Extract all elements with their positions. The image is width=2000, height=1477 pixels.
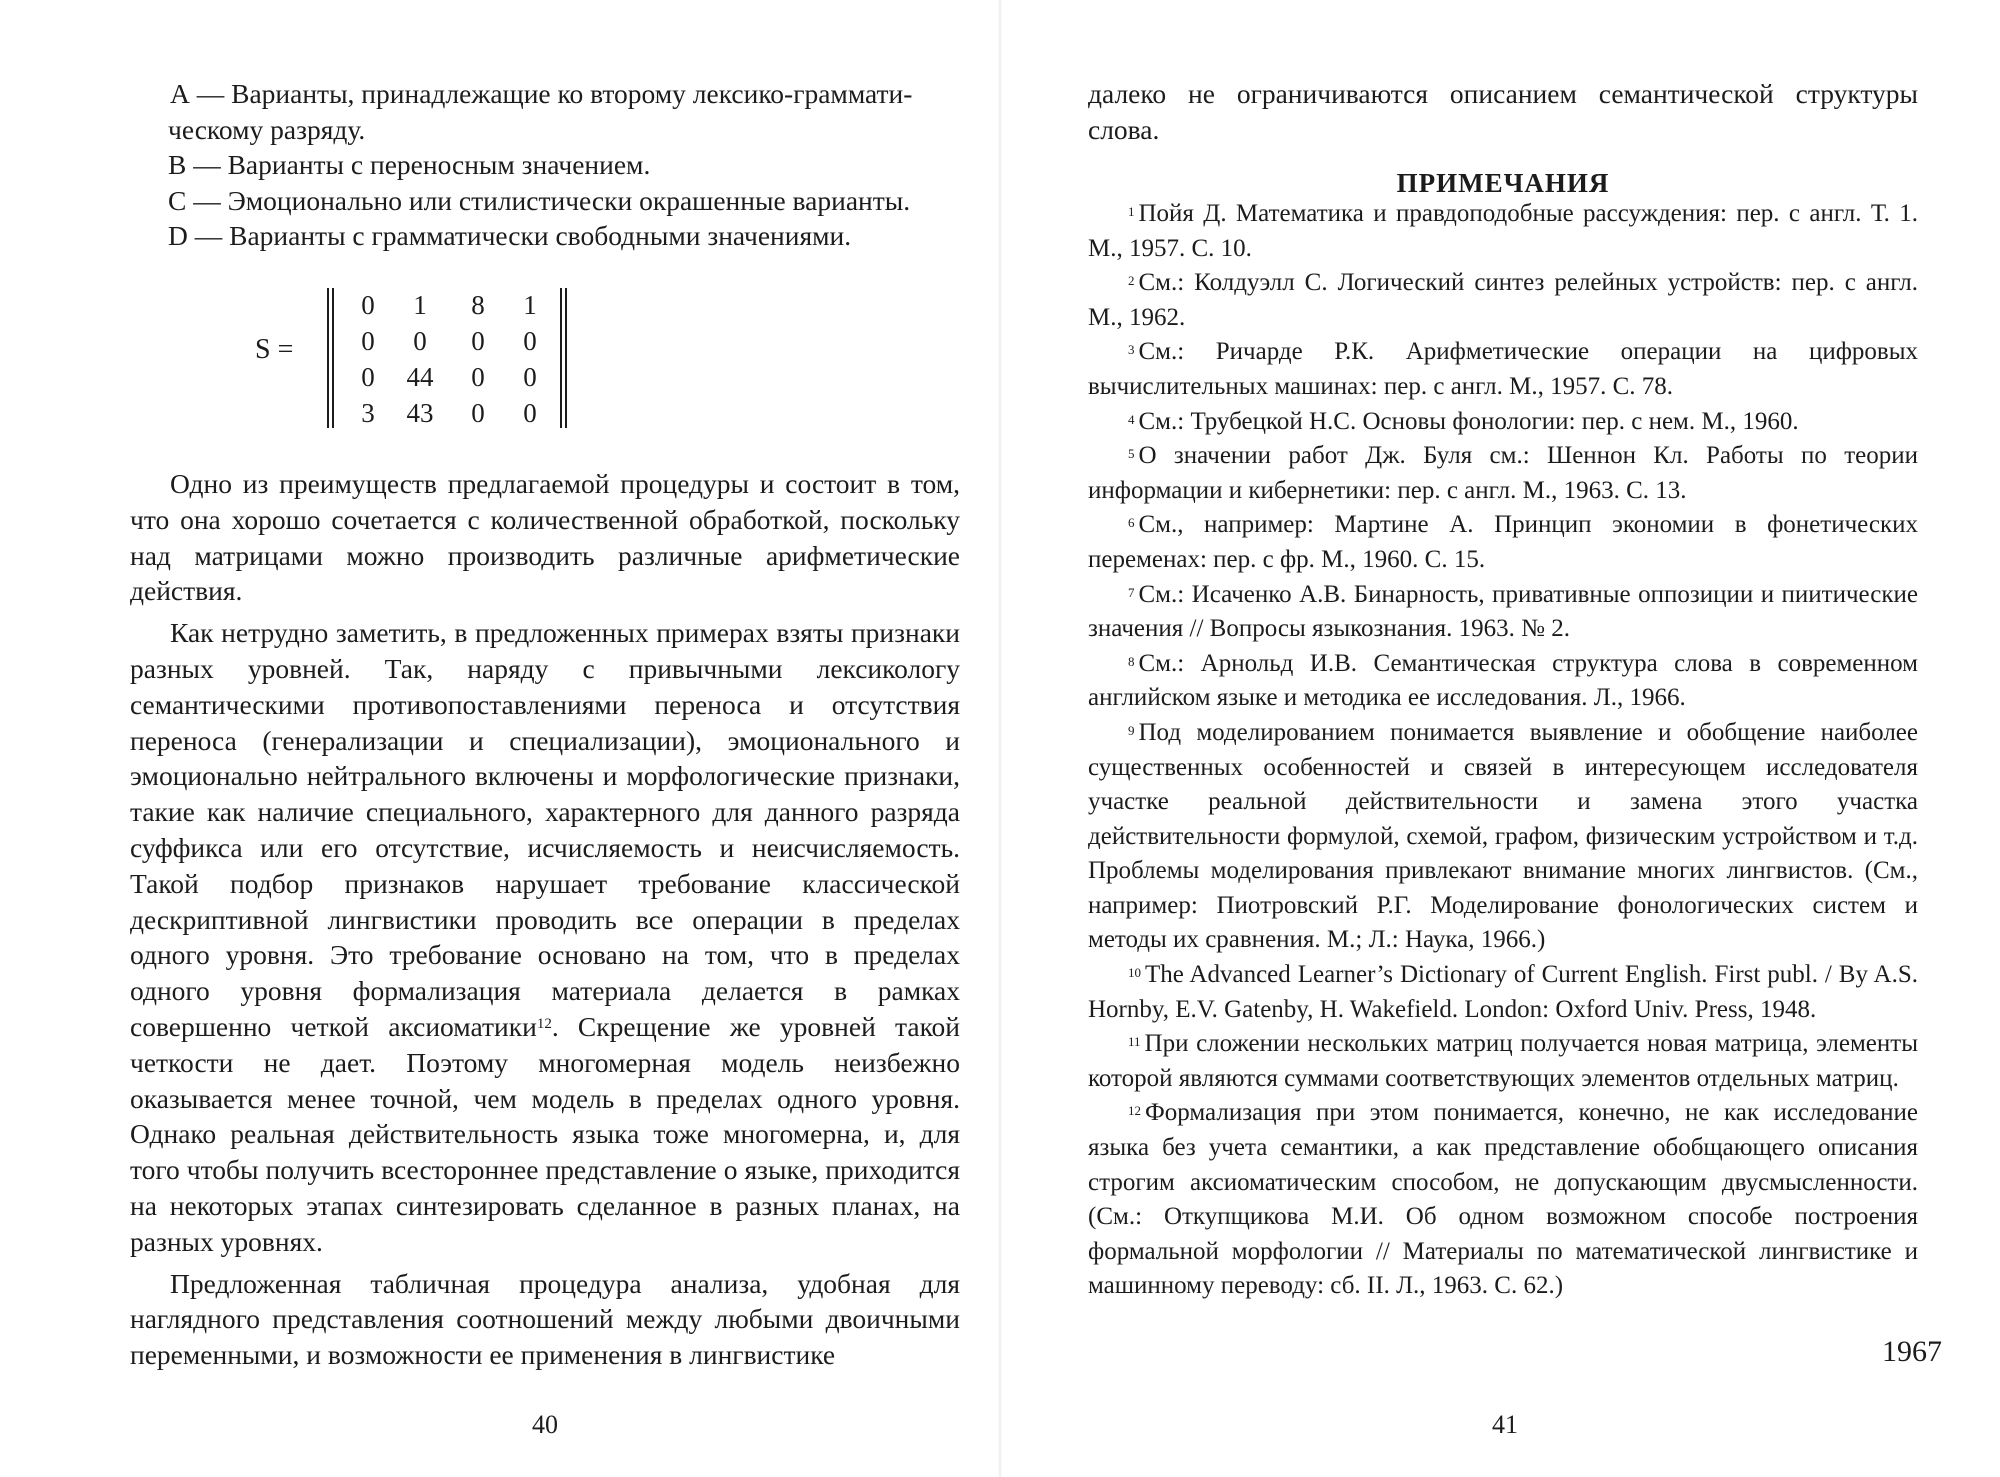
note-item xyxy=(1088,439,1918,508)
note-number: 6 xyxy=(1128,515,1135,531)
matrix-cell: 0 xyxy=(523,326,537,356)
note-item xyxy=(1088,716,1918,958)
note-number: 3 xyxy=(1128,342,1135,358)
matrix-row xyxy=(343,362,553,398)
matrix-cell: 44 xyxy=(406,362,434,392)
matrix-cell: 0 xyxy=(471,398,485,428)
note-text: Формализация при этом понимается, конечно, не как исследование языка без учета семантики, а как представление обобщающего описания строгим аксиоматическим способом, не допускающим двусмысленности. (См.: Откупщикова М.И. Об одном возможном способе построения формальной морфологии // Материалы по математической лингвистике и машинному переводу: сб. II. Л., 1963. С. 62.) xyxy=(1088,1099,1918,1300)
note-number: 11 xyxy=(1128,1034,1141,1050)
note-text: Пойя Д. Математика и правдоподобные рассуждения: пер. с англ. Т. 1. М., 1957. С. 10. xyxy=(1088,200,1918,262)
note-number: 7 xyxy=(1128,584,1135,600)
continuation-text: далеко не ограничиваются описанием семантической структуры слова. xyxy=(1088,78,1918,145)
note-item xyxy=(1088,197,1918,266)
matrix-legend xyxy=(168,76,968,254)
note-text: О значении работ Дж. Буля см.: Шеннон Кл. Работы по теории информации и кибернетики: пер. с англ. М., 1963. С. 13. xyxy=(1088,442,1918,504)
note-text: См.: Трубецкой Н.С. Основы фонологии: пер. с нем. М., 1960. xyxy=(1138,407,1799,435)
note-number: 8 xyxy=(1128,653,1135,669)
matrix-cell: 3 xyxy=(361,398,375,428)
page-number-left: 40 xyxy=(532,1410,558,1439)
matrix-cell: 0 xyxy=(523,362,537,392)
note-item xyxy=(1088,958,1918,1027)
left-body-text xyxy=(130,466,960,1373)
note-number: 1 xyxy=(1128,204,1135,219)
matrix-cell: 1 xyxy=(523,290,537,320)
legend-item-b: В — Варианты с переносным значением. xyxy=(168,149,651,180)
matrix-cell: 1 xyxy=(413,290,427,320)
paragraph: Одно из преимуществ предлагаемой процедуры и состоит в том, что она хорошо сочетается с количественной обработкой, поскольку над матрицами можно производить различные арифметические действия. xyxy=(130,468,960,607)
legend-a-line1: А — Варианты, принадлежащие ко второму лексико-граммати- xyxy=(170,78,913,109)
paragraph: Предложенная табличная процедура анализа, удобная для наглядного представления соотношений между любыми двоичными переменными, и возможности ее применения в лингвистике xyxy=(130,1267,960,1371)
note-number: 4 xyxy=(1128,411,1135,427)
note-number: 2 xyxy=(1128,273,1135,289)
legend-a-line2: ческому разряду. xyxy=(168,113,366,145)
note-item xyxy=(1088,578,1918,647)
matrix-cell: 0 xyxy=(413,326,427,356)
matrix-cell: 43 xyxy=(406,398,434,428)
right-page xyxy=(1000,0,2000,1477)
year-label: 1967 xyxy=(1882,1335,1942,1368)
note-number: 10 xyxy=(1128,965,1141,981)
note-text: См.: Исаченко А.В. Бинарность, привативные оппозиции и пиитические значения // Вопросы языкознания. 1963. № 2. xyxy=(1088,580,1918,643)
matrix-cell: 8 xyxy=(471,290,485,320)
matrix-row xyxy=(343,290,553,326)
notes-heading: ПРИМЕЧАНИЯ xyxy=(1396,168,1610,198)
note-text: См.: Арнольд И.В. Семантическая структура слова в современном английском языке и методика ее исследования. Л., 1966. xyxy=(1088,649,1918,712)
note-text: Под моделированием понимается выявление и обобщение наиболее существенных особенностей и связей в интересующем исследователя участке реальной действительности и замена этого участка действительности формулой, схемой, графом, физическим устройством и т.д. Проблемы моделирования привлекают внимание многих лингвистов. (См., например: Пиотровский Р.Г. Моделирование фонологических систем и методы их сравнения. М.; Л.: Наука, 1966.) xyxy=(1088,718,1918,954)
note-number: 12 xyxy=(1128,1103,1141,1119)
note-number: 9 xyxy=(1128,722,1135,738)
note-item xyxy=(1088,1027,1918,1096)
matrix-cell: 0 xyxy=(361,290,375,320)
footnote-ref[interactable]: 12 xyxy=(536,1015,552,1032)
paragraph-text: Как нетрудно заметить, в предложенных примерах взяты признаки разных уровней. Так, наряду с привычными лексикологу семантическими противопоставлениями переноса и отсутствия переноса (генерализации и специализации), эмоционального и эмоционально нейтрального включены и морфологические признаки, такие как наличие специального, характерного для данного разряда суффикса или его отсутствие, исчисляемость и неисчисляемость. Такой подбор признаков нарушает требование классической дескриптивной лингвистики проводить все операции в пределах одного уровня. Это требование основано на том, что в пределах одного уровня формализация материала делается в рамках совершенно четкой аксиоматики xyxy=(130,617,960,1042)
note-item xyxy=(1088,1096,1918,1304)
note-item xyxy=(1088,266,1918,335)
note-number: 5 xyxy=(1128,446,1135,462)
page-number-right: 41 xyxy=(1492,1410,1518,1439)
note-text: При сложении нескольких матриц получается новая матрица, элементы которой являются суммами соответствующих элементов отдельных матриц. xyxy=(1088,1030,1918,1092)
note-item xyxy=(1088,647,1918,716)
paragraph xyxy=(130,615,960,1259)
legend-item-a xyxy=(168,76,968,147)
note-item xyxy=(1088,405,1918,440)
matrix-right-bar xyxy=(560,288,567,428)
matrix-cell: 0 xyxy=(471,326,485,356)
note-text: The Advanced Learner’s Dictionary of Current English. First publ. / By A.S. Hornby, E.V. Gatenby, H. Wakefield. London: Oxford Univ. Press, 1948. xyxy=(1088,961,1918,1023)
matrix-cell: 0 xyxy=(471,362,485,392)
paragraph-text: . Скрещение же уровней такой четкости не дает. Поэтому многомерная модель неизбежно оказывается менее точной, чем модель в пределах одного уровня. Однако реальная действительность языка тоже многомерна, и, для того чтобы получить всестороннее представление о языке, приходится на некоторых этапах синтезировать сделанное в разных планах, на разных уровнях. xyxy=(130,1010,961,1257)
notes-list xyxy=(1088,197,1918,1304)
note-item xyxy=(1088,508,1918,577)
matrix-cell: 0 xyxy=(361,362,375,392)
note-text: См.: Ричарде Р.К. Арифметические операции на цифровых вычислительных машинах: пер. с англ. М., 1957. С. 78. xyxy=(1088,338,1918,400)
matrix-cell: 0 xyxy=(523,398,537,428)
matrix-left-bar xyxy=(327,288,334,428)
note-text: См.: Колдуэлл С. Логический синтез релейных устройств: пер. с англ. М., 1962. xyxy=(1088,269,1918,331)
matrix-cell: 0 xyxy=(361,326,375,356)
note-text: См., например: Мартине А. Принцип экономии в фонетических переменах: пер. с фр. М., 1960. С. 15. xyxy=(1088,511,1918,573)
legend-item-c: С — Эмоционально или стилистически окрашенные варианты. xyxy=(168,184,911,216)
matrix-row xyxy=(343,398,553,434)
matrix-row xyxy=(343,326,553,362)
legend-item-d: D — Варианты с грамматически свободными значениями. xyxy=(168,220,852,251)
matrix-label: S = xyxy=(255,334,294,365)
note-item xyxy=(1088,335,1918,404)
